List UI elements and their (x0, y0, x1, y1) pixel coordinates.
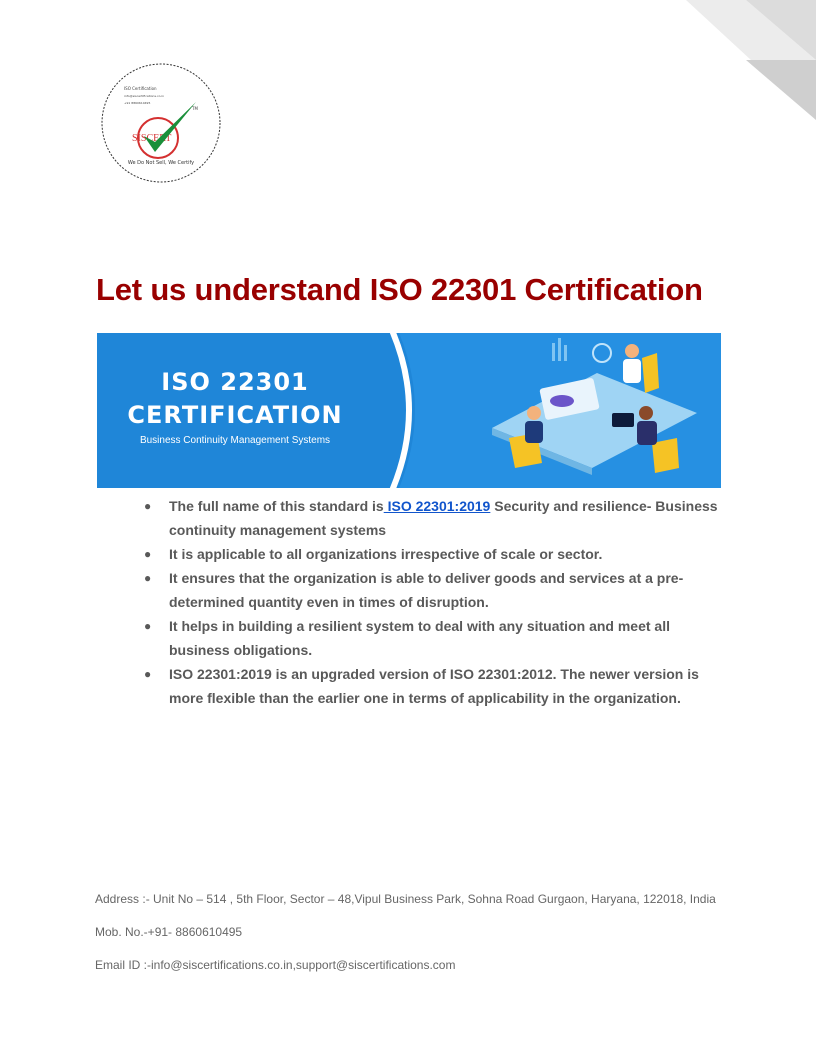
iso-banner (97, 333, 721, 488)
item-text: It is applicable to all organizations irrespective of scale or sector. (169, 546, 603, 562)
iso-22301-link[interactable]: ISO 22301:2019 (383, 498, 491, 514)
document-title: Let us understand ISO 22301 Certification (96, 272, 703, 307)
page-corner-decoration (686, 0, 816, 120)
list-item (144, 542, 724, 566)
list-item (144, 494, 724, 542)
banner-title-line-1: ISO 22301 (161, 368, 309, 396)
item-text: ISO 22301:2019 is an upgraded version of ISO 22301:2012. The newer version is more flexible than the earlier one in terms of applicability in the organization. (169, 666, 699, 706)
footer-mobile: Mob. No.-+91- 8860610495 (95, 925, 243, 939)
item-text: It helps in building a resilient system to deal with any situation and meet all business obligations. (169, 618, 670, 658)
bullet-icon: ● (144, 571, 152, 585)
item-text: It ensures that the organization is able to deliver goods and services at a pre-determined quantity even in times of disruption. (169, 570, 684, 610)
item-text: Security and resilience- Business continuity management systems (169, 498, 718, 538)
list-item (144, 662, 724, 710)
logo-trademark: TM (192, 106, 198, 111)
list-item (144, 614, 724, 662)
bullet-icon: ● (144, 547, 152, 561)
logo-badge-line-1: ISO Certification (124, 86, 157, 91)
banner-subtitle: Business Continuity Management Systems (139, 435, 331, 446)
logo-brand-text: SISCERT (132, 133, 172, 144)
bullet-icon: ● (144, 619, 152, 633)
facts-list (144, 494, 724, 710)
footer-address: Address :- Unit No – 514 , 5th Floor, Sector – 48,Vipul Business Park, Sohna Road Gurgaon, Haryana, 122018, India (95, 892, 716, 906)
banner-title-line-2: CERTIFICATION (127, 401, 343, 429)
list-item (144, 566, 724, 614)
logo-tagline: We Do Not Sell, We Certify (127, 160, 195, 166)
item-text: The full name of this standard is (169, 498, 384, 514)
footer-email: Email ID :-info@siscertifications.co.in,support@siscertifications.com (95, 958, 456, 972)
siscert-logo (100, 62, 222, 184)
logo-badge-line-2: info@siscertifications.co.in (124, 94, 165, 98)
logo-badge-line-3: +91 8860610495 (124, 101, 151, 105)
bullet-icon: ● (144, 499, 152, 513)
bullet-icon: ● (144, 667, 152, 681)
